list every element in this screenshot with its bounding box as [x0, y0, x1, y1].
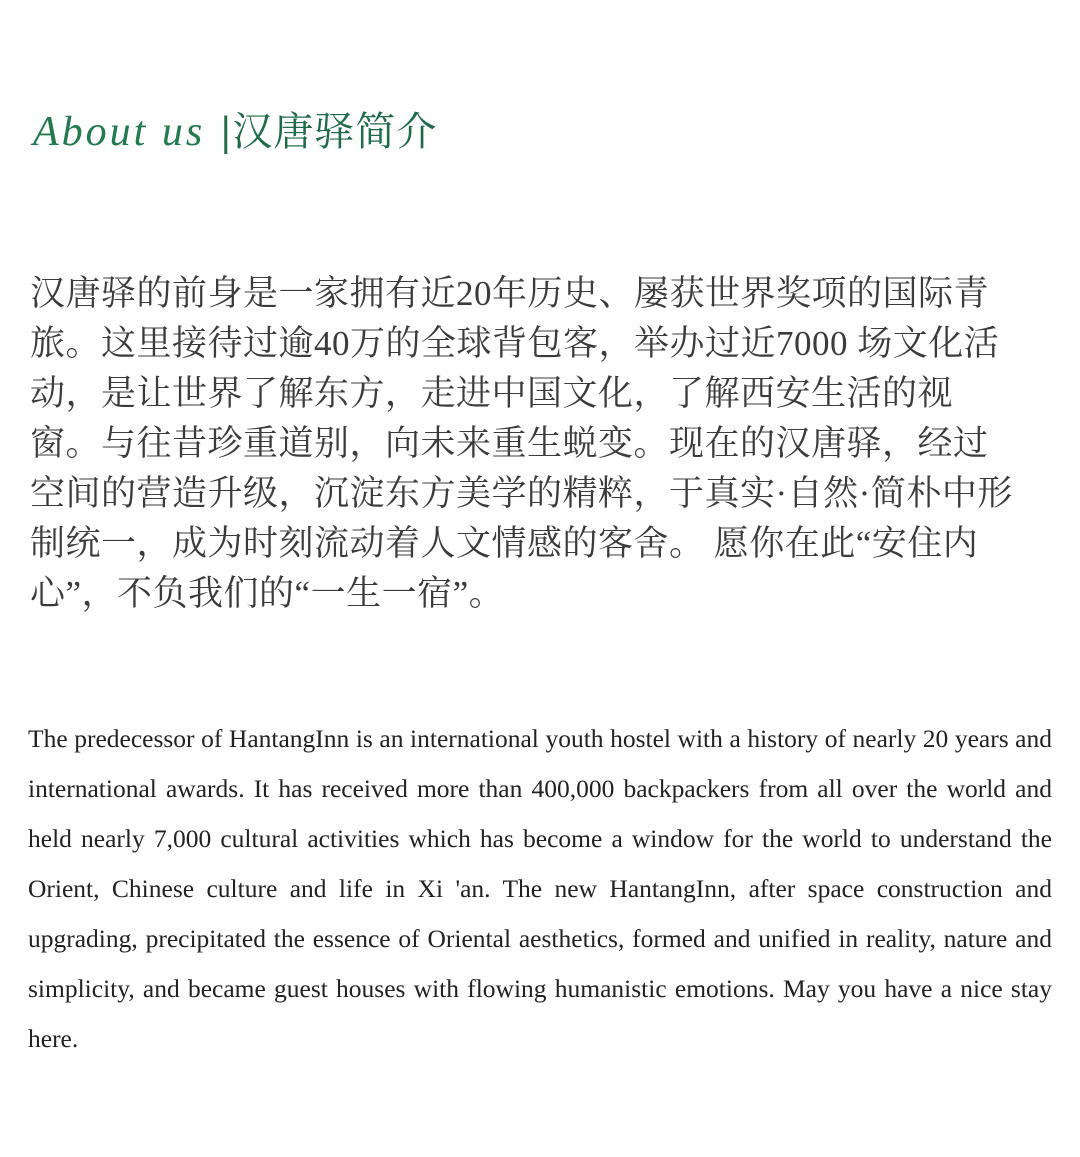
page-title-chinese: 汉唐驿简介 [232, 109, 438, 155]
page-title-english: About us [33, 109, 206, 156]
chinese-body-paragraph: 汉唐驿的前身是一家拥有近20年历史、屡获世界奖项的国际青旅。这里接待过逾40万的全球背包客，举办过近7000 场文化活动，是让世界了解东方，走进中国文化，了解西安生活的视窗。与往昔珍重道别，向未来重生蜕变。现在的汉唐驿，经过空间的营造升级，沉淀东方美学的精粹，于真实·自然·简朴中形制统一，成为时刻流动着人文情感的客舍。 愿你在此“安住内心”，不负我们的“一生一宿”。 [30, 274, 1013, 613]
english-body-paragraph: The predecessor of HantangInn is an international youth hostel with a history of nearly 20 years and international awards. It has received more than 400,000 backpackers from all over the world and held nearly 7,000 cultural activities which has become a window for the world to understand the Orient, Chinese culture and life in Xi 'an. The new HantangInn, after space construction and upgrading, precipitated the essence of Oriental aesthetics, formed and unified in reality, nature and simplicity, and became guest houses with flowing humanistic emotions. May you have a nice stay here. [28, 723, 1052, 1053]
page-title-separator: | [221, 109, 231, 156]
page-title [33, 109, 1033, 156]
